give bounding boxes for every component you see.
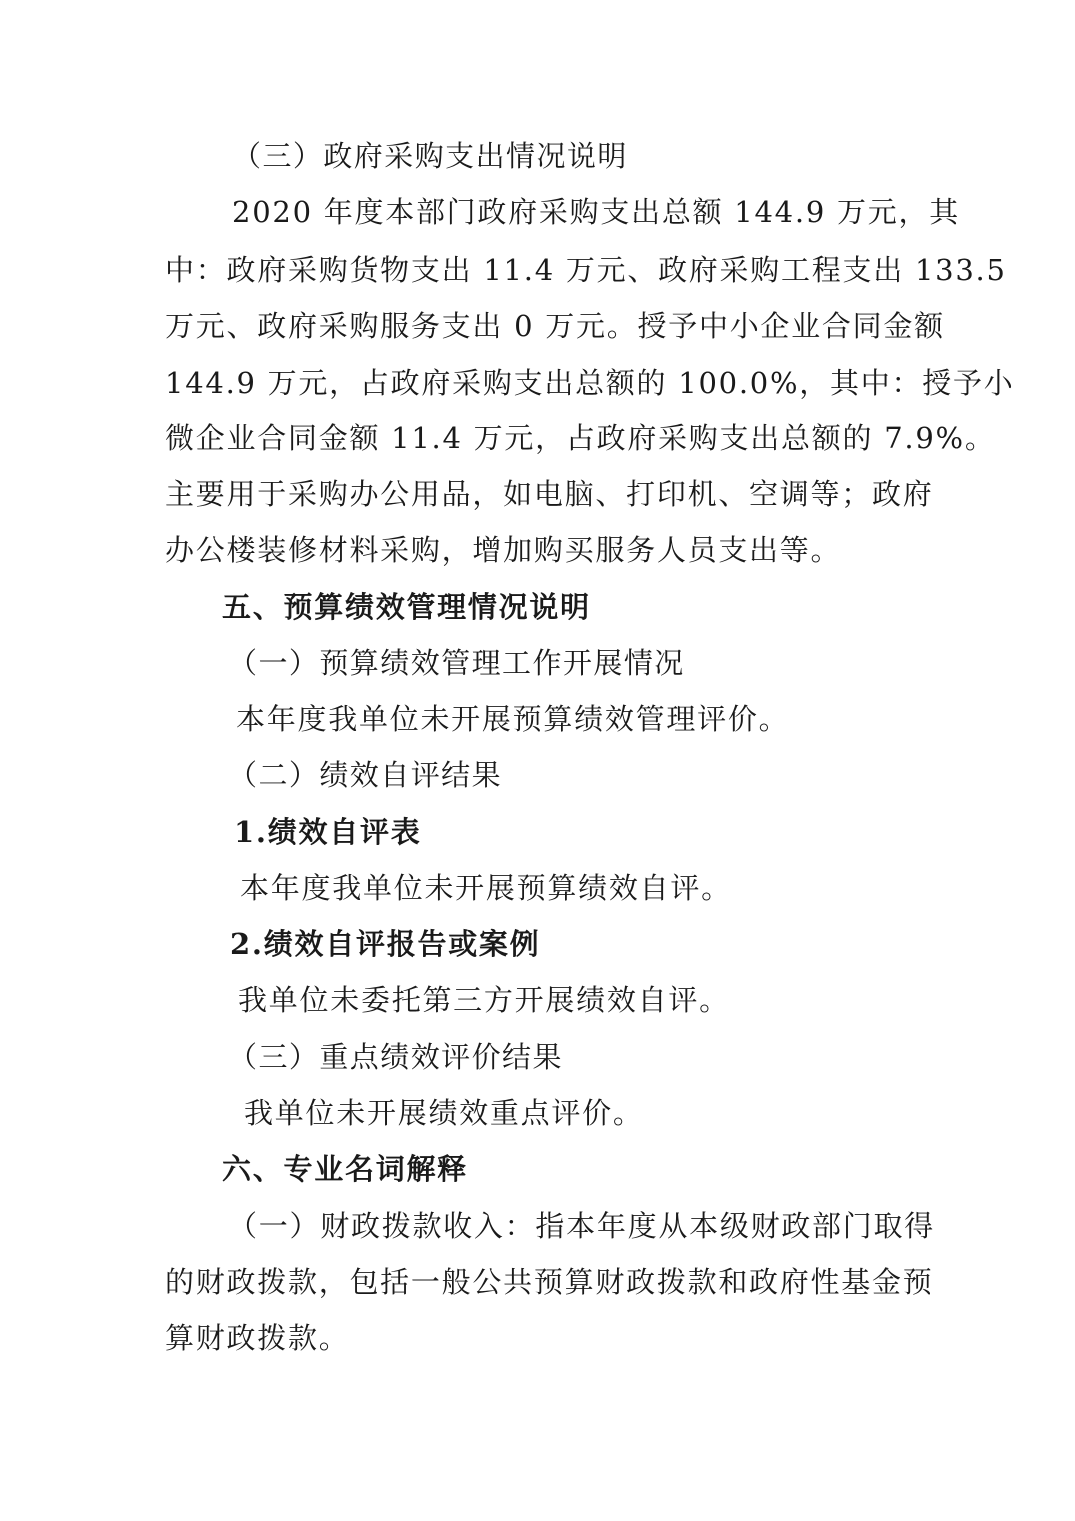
section-five-sub3-heading: （三）重点绩效评价结果 xyxy=(228,1040,563,1074)
gov-purchase-line-6: 主要用于采购办公用品，如电脑、打印机、空调等；政府 xyxy=(165,477,934,511)
self-eval-report-text: 我单位未委托第三方开展绩效自评。 xyxy=(238,983,730,1017)
self-eval-report-heading: 2.绩效自评报告或案例 xyxy=(230,927,541,961)
gov-purchase-line-1: 2020 年度本部门政府采购支出总额 144.9 万元，其 xyxy=(232,195,960,229)
gov-purchase-line-7: 办公楼装修材料采购，增加购买服务人员支出等。 xyxy=(165,533,842,567)
section-six-line-2: 的财政拨款，包括一般公共预算财政拨款和政府性基金预 xyxy=(165,1265,934,1299)
gov-purchase-line-5: 微企业合同金额 11.4 万元，占政府采购支出总额的 7.9%。 xyxy=(165,421,996,455)
section-five-sub3-text: 我单位未开展绩效重点评价。 xyxy=(244,1096,644,1130)
gov-purchase-line-2: 中：政府采购货物支出 11.4 万元、政府采购工程支出 133.5 xyxy=(165,253,1007,287)
gov-purchase-line-3: 万元、政府采购服务支出 0 万元。授予中小企业合同金额 xyxy=(165,309,945,343)
section-five-sub2-heading: （二）绩效自评结果 xyxy=(228,758,503,792)
self-eval-table-heading: 1.绩效自评表 xyxy=(234,815,422,849)
gov-purchase-line-4: 144.9 万元，占政府采购支出总额的 100.0%，其中：授予小 xyxy=(165,366,1015,400)
gov-purchase-heading: （三）政府采购支出情况说明 xyxy=(232,139,628,173)
section-five-sub1-heading: （一）预算绩效管理工作开展情况 xyxy=(228,646,685,680)
section-six-line-1: （一）财政拨款收入：指本年度从本级财政部门取得 xyxy=(228,1209,936,1243)
section-six-line-3: 算财政拨款。 xyxy=(165,1321,350,1355)
section-six-heading: 六、专业名词解释 xyxy=(222,1152,468,1186)
self-eval-table-text: 本年度我单位未开展预算绩效自评。 xyxy=(240,871,732,905)
section-five-sub1-text: 本年度我单位未开展预算绩效管理评价。 xyxy=(236,702,790,736)
section-five-heading: 五、预算绩效管理情况说明 xyxy=(222,590,591,624)
